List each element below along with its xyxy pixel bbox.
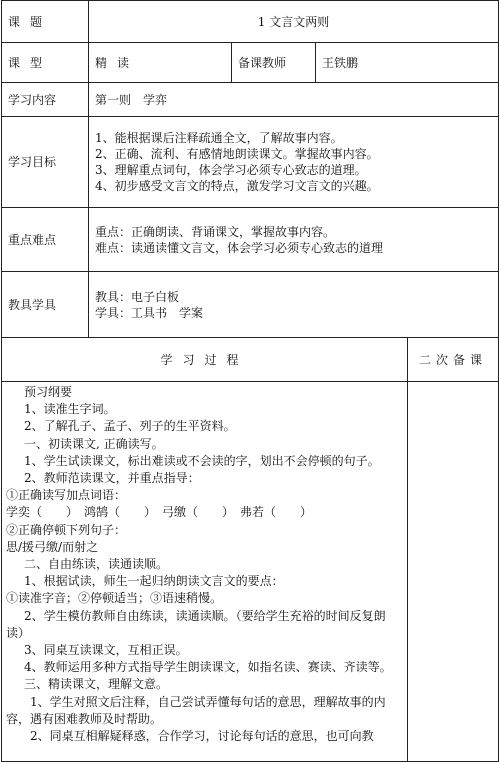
process-heading-row (2, 338, 499, 382)
topic-label: 课题 (2, 1, 89, 43)
process-heading: 学习过程 (2, 338, 408, 382)
type-value: 精读 (89, 43, 232, 83)
goal-item: 2、正确、流利、有感情地朗读课文。掌握故事内容。 (95, 147, 379, 161)
content-value: 第一则 学弈 (89, 83, 499, 117)
topic-value: 1 文言文两则 (89, 1, 499, 43)
process-line: ①读准字音；②停顿适当；③语速稍慢。 (6, 591, 223, 606)
process-line: 预习纲要 (24, 385, 73, 399)
process-line: 2、了解孔子、孟子、列子的生平资料。 (24, 419, 236, 434)
process-line: ②正确停顿下列句子： (6, 522, 127, 537)
tools-row (2, 272, 499, 338)
type-row (2, 43, 499, 83)
notes-heading: 二次备课 (408, 338, 499, 382)
goals-list (89, 117, 499, 208)
key-point-item: 重点：正确朗读、背诵课文，掌握故事内容。 (95, 224, 336, 239)
process-line: 思/援弓缴/而射之 (6, 539, 99, 554)
content-row (2, 83, 499, 117)
process-line: ①正确读写加点词语： (6, 488, 127, 503)
key-points-label: 重点难点 (2, 208, 89, 272)
process-line: 4、教师运用多种方式指导学生朗读课文，如指名读、赛读、齐读等。 (24, 660, 392, 675)
process-line: 1、读准生字词。 (24, 402, 116, 417)
process-line: 一、初读课文, 正确读写。 (24, 436, 164, 451)
content-label: 学习内容 (2, 83, 89, 117)
teacher-label: 备课教师 (232, 43, 316, 83)
process-line: 学奕（ ） 鸿鹄（ ） 弓缴（ ） 弗若（ ） (6, 505, 313, 520)
process-body-row (2, 382, 499, 762)
goal-item: 1、能根据课后注释疏通全文，了解故事内容。 (95, 131, 343, 145)
process-line: 3、同桌互读课文，互相正误。 (24, 643, 188, 658)
goals-row (2, 117, 499, 208)
teacher-value: 王铁鹏 (316, 43, 499, 83)
tool-item: 学具：工具书 学案 (95, 305, 204, 320)
process-line: 2、教师范读课文，并重点指导： (24, 471, 200, 486)
process-line: 1、根据试读，师生一起归纳朗读文言文的要点： (24, 574, 284, 589)
key-points-list (89, 208, 499, 272)
lesson-plan-table (1, 0, 499, 762)
goal-item: 4、初步感受文言文的特点，激发学习文言文的兴趣。 (95, 179, 379, 193)
process-lines (6, 384, 403, 745)
process-line: 二、自由练读，读通读顺。 (24, 557, 169, 572)
process-line: 2、同桌互相解疑释惑，合作学习，讨论每句话的意思，也可向教 (30, 729, 374, 744)
topic-row (2, 1, 499, 43)
process-line: 1、学生试读课文，标出难读或不会读的字，划出不会停顿的句子。 (24, 453, 380, 468)
process-line: 1、学生对照文后注释，自己尝试弄懂每句话的意思，理解故事的内容，遇有困难教师及时帮助。 (6, 694, 386, 726)
key-points-row (2, 208, 499, 272)
process-body (2, 382, 408, 762)
tools-label: 教具学具 (2, 272, 89, 338)
type-label: 课型 (2, 43, 89, 83)
goal-item: 3、理解重点词句，体会学习必须专心致志的道理。 (95, 163, 367, 177)
tools-list (89, 272, 499, 338)
process-line: 2、学生模仿教师自由练读，读通读顺。（要给学生充裕的时间反复朗读） (6, 608, 386, 640)
process-line: 三、精读课文，理解文意。 (24, 677, 169, 692)
notes-body (408, 382, 499, 762)
key-point-item: 难点：读通读懂文言文，体会学习必须专心致志的道理 (95, 240, 384, 255)
goals-label: 学习目标 (2, 117, 89, 208)
tool-item: 教具：电子白板 (95, 289, 180, 304)
